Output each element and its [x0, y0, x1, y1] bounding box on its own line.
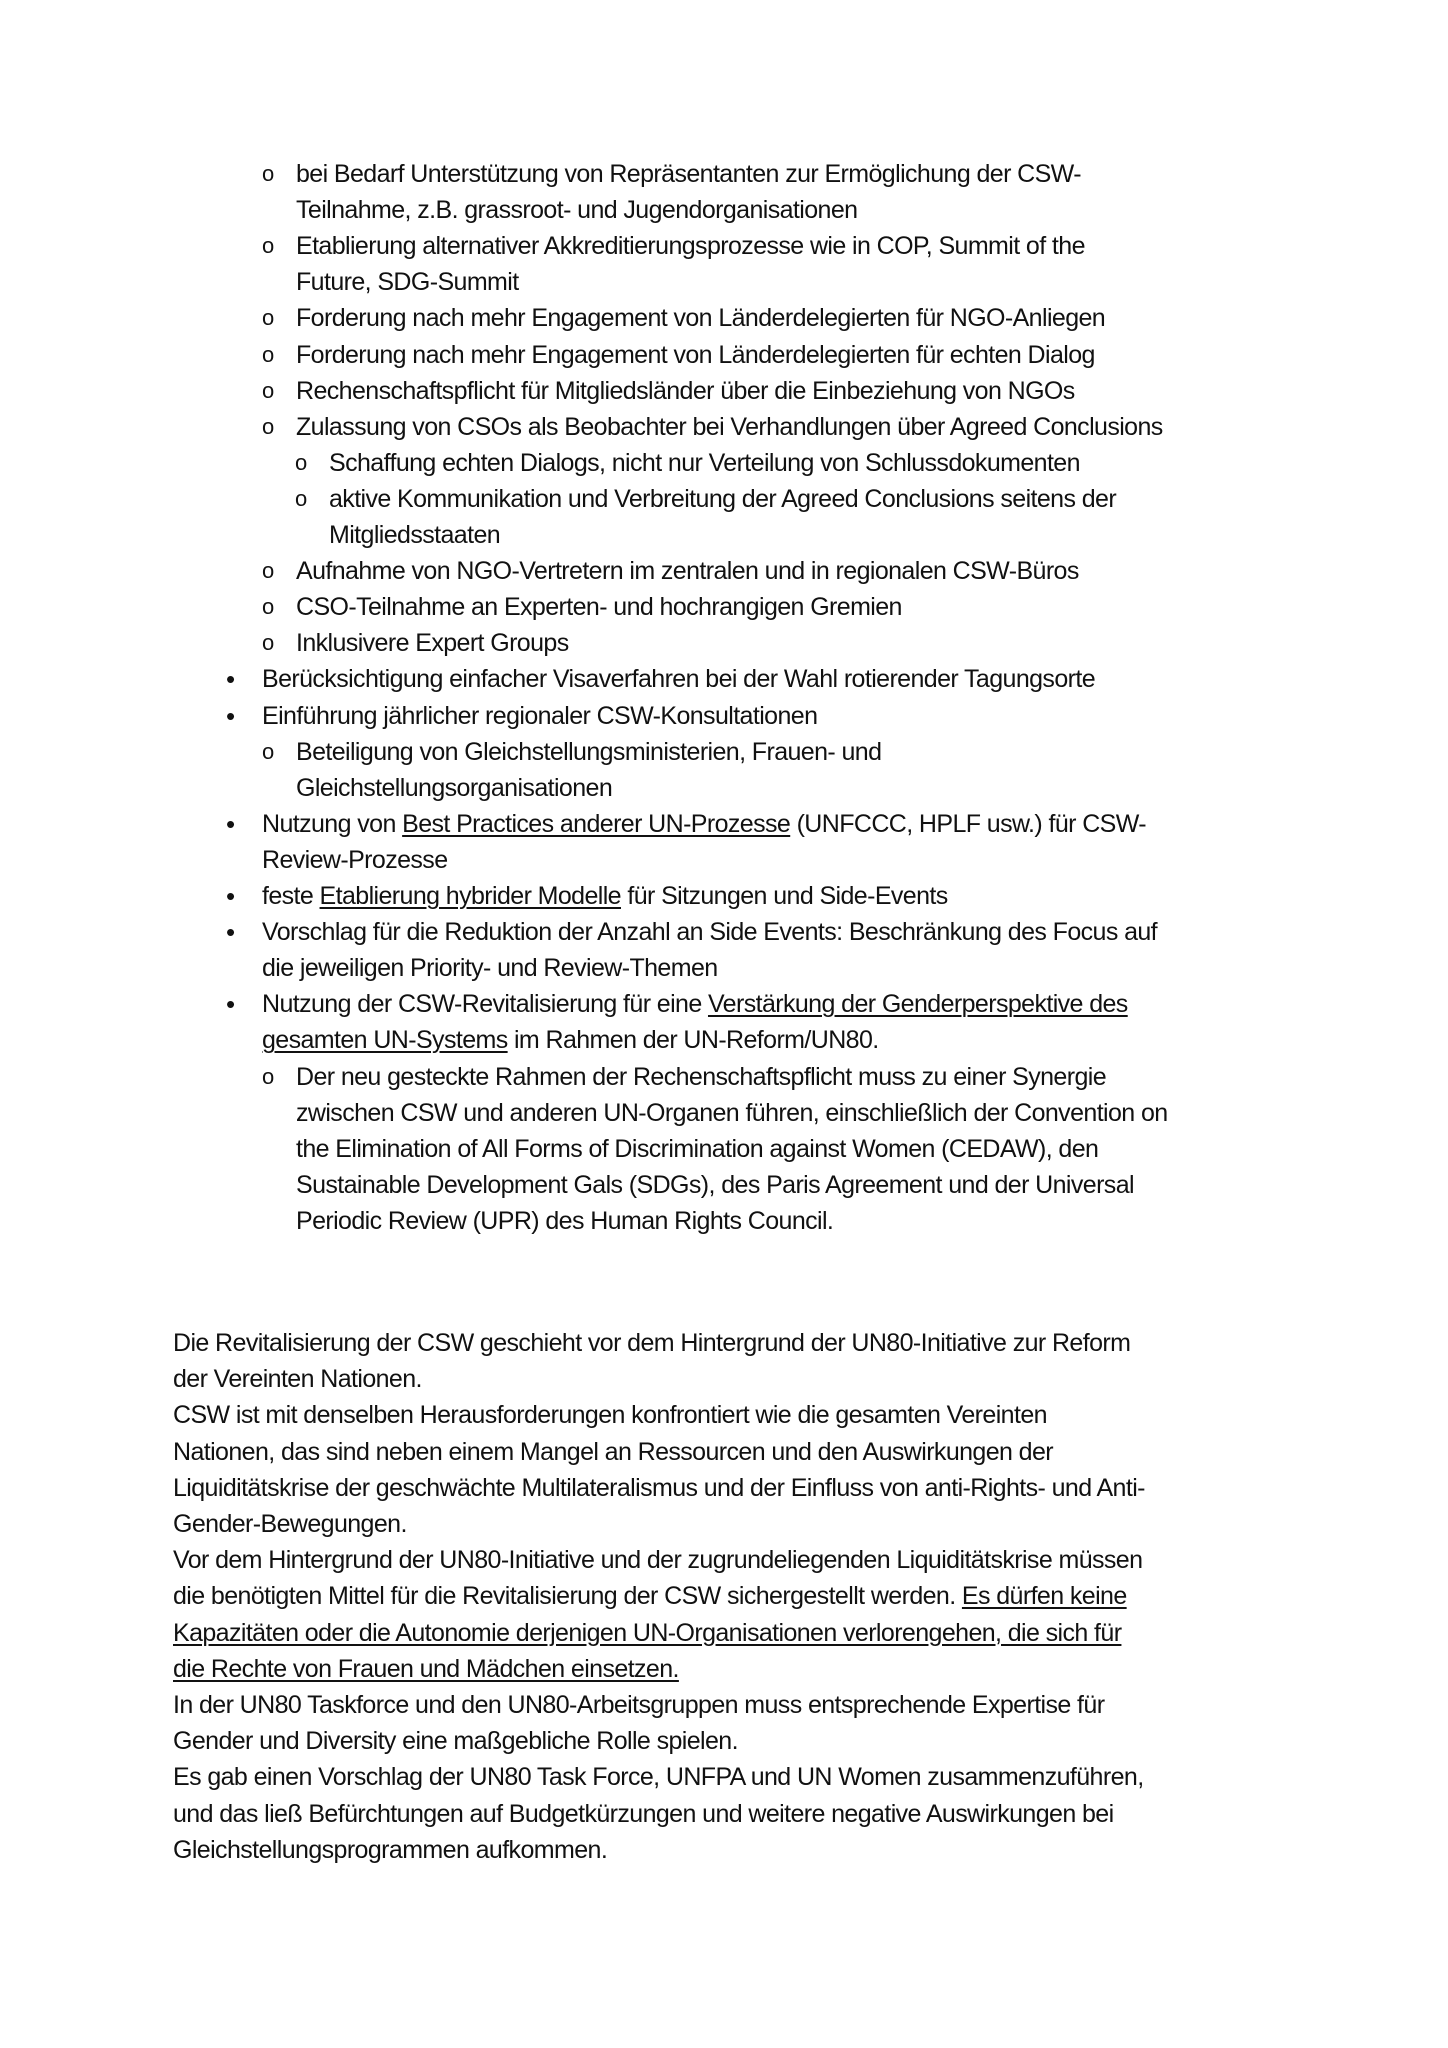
bullet-icon: •	[226, 700, 236, 731]
underlined-text: Verstärkung der Genderperspektive des	[707, 990, 1128, 1019]
text-segment: Nutzung von	[262, 809, 403, 838]
bullet-icon: •	[226, 808, 236, 839]
paragraph-line	[173, 1434, 1053, 1470]
bullet-icon: •	[226, 881, 236, 911]
list-item-line	[329, 517, 500, 553]
text-segment: Die Revitalisierung der CSW geschieht vor dem Hintergrund der UN80-Initiative zur Reform	[173, 1329, 1131, 1357]
paragraph-line	[173, 1361, 422, 1397]
text-segment: Mitgliedsstaaten	[329, 521, 501, 549]
sub-bullet-icon: o	[262, 738, 275, 764]
underlined-text: Kapazitäten oder die Autonomie derjenigen UN-Organisationen verlorengehen, die sich für	[173, 1618, 1122, 1647]
list-item-line	[296, 409, 1163, 445]
underlined-text: gesamten UN-Systems	[262, 1026, 508, 1055]
paragraph-line	[173, 1325, 1130, 1361]
text-segment: In der UN80 Taskforce und den UN80-Arbeitsgruppen muss entsprechende Expertise für	[173, 1691, 1105, 1719]
list-item-line	[262, 878, 948, 914]
text-segment: Schaffung echten Dialogs, nicht nur Verteilung von Schlussdokumenten	[329, 448, 1080, 477]
sub-bullet-icon: o	[262, 233, 275, 259]
sub-bullet-icon: o	[262, 341, 275, 367]
text-segment: bei Bedarf Unterstützung von Repräsentanten zur Ermöglichung der CSW-	[296, 160, 1081, 188]
list-item-line	[296, 337, 1095, 373]
text-segment: Teilnahme, z.B. grassroot- und Jugendorganisationen	[296, 196, 858, 225]
sub-bullet-icon: o	[295, 485, 308, 511]
text-segment: Review-Prozesse	[262, 845, 448, 874]
underlined-text: Es dürfen keine	[961, 1582, 1127, 1611]
text-segment: Inklusivere Expert Groups	[296, 629, 569, 658]
text-segment: Nutzung der CSW-Revitalisierung für eine	[262, 990, 708, 1019]
text-segment: zwischen CSW und anderen UN-Organen führen, einschließlich der Convention on	[296, 1098, 1168, 1127]
text-segment: der Vereinten Nationen.	[173, 1365, 422, 1394]
text-segment: the Elimination of All Forms of Discrimination against Women (CEDAW), den	[296, 1134, 1099, 1163]
list-item-line	[262, 914, 1157, 950]
text-segment: die benötigten Mittel für die Revitalisierung der CSW sichergestellt werden.	[173, 1582, 962, 1611]
text-segment: Es gab einen Vorschlag der UN80 Task Force, UNFPA und UN Women zusammenzuführen,	[173, 1763, 1144, 1792]
text-segment: Vor dem Hintergrund der UN80-Initiative und der zugrundeliegenden Liquiditätskrise müssen	[173, 1546, 1143, 1575]
bullet-icon: •	[226, 917, 236, 948]
text-segment: feste	[262, 882, 320, 910]
text-segment: Forderung nach mehr Engagement von Länderdelegierten für echten Dialog	[296, 340, 1095, 369]
text-segment: CSW ist mit denselben Herausforderungen konfrontiert wie die gesamten Vereinten	[173, 1401, 1047, 1430]
sub-bullet-icon: o	[262, 1063, 275, 1089]
list-item-line	[296, 373, 1075, 409]
text-segment: Gleichstellungsorganisationen	[296, 773, 613, 802]
list-item-line	[296, 625, 569, 661]
text-segment: Vorschlag für die Reduktion der Anzahl an Side Events: Beschränkung des Focus auf	[262, 918, 1158, 947]
list-item-line	[329, 445, 1080, 481]
paragraph-line	[173, 1796, 1114, 1832]
list-item-line	[296, 264, 519, 300]
text-segment: und das ließ Befürchtungen auf Budgetkürzungen und weitere negative Auswirkungen bei	[173, 1799, 1114, 1828]
text-segment: Periodic Review (UPR) des Human Rights Council.	[296, 1206, 834, 1235]
sub-bullet-icon: o	[262, 161, 275, 186]
paragraph-line	[173, 1723, 738, 1759]
text-segment: (UNFCCC, HPLF usw.) für CSW-	[790, 809, 1146, 838]
sub-bullet-icon: o	[295, 449, 308, 475]
list-item-line	[329, 481, 1116, 517]
list-item-line	[296, 553, 1079, 589]
paragraph-line	[173, 1759, 1144, 1795]
list-item-line	[262, 950, 718, 986]
sub-bullet-icon: o	[262, 594, 275, 620]
list-item-line	[296, 1167, 1134, 1203]
list-item-line	[296, 300, 1105, 336]
text-segment: Etablierung alternativer Akkreditierungsprozesse wie in COP, Summit of the	[296, 232, 1085, 261]
paragraph-line	[173, 1397, 1047, 1433]
bullet-icon: •	[226, 664, 236, 695]
list-item-line	[296, 734, 881, 770]
text-segment: Forderung nach mehr Engagement von Länderdelegierten für NGO-Anliegen	[296, 304, 1106, 333]
text-segment: CSO-Teilnahme an Experten- und hochrangigen Gremien	[296, 593, 902, 622]
paragraph-line	[173, 1470, 1145, 1506]
text-segment: Zulassung von CSOs als Beobachter bei Verhandlungen über Agreed Conclusions	[296, 412, 1163, 441]
text-segment: Nationen, das sind neben einem Mangel an Ressourcen und den Auswirkungen der	[173, 1437, 1054, 1466]
list-item-line	[296, 1059, 1106, 1095]
list-item-line	[296, 1095, 1168, 1131]
text-segment: Liquiditätskrise der geschwächte Multilateralismus und der Einfluss von anti-Rights- und Anti-	[173, 1473, 1145, 1502]
list-item-line	[262, 842, 448, 878]
text-segment: Future, SDG-Summit	[296, 268, 519, 297]
text-segment: die jeweiligen Priority- und Review-Themen	[262, 954, 718, 983]
text-segment: Sustainable Development Gals (SDGs), des Paris Agreement und der Universal	[296, 1170, 1134, 1199]
list-item-line	[262, 1022, 879, 1058]
paragraph-line	[173, 1687, 1104, 1723]
text-segment: Beteiligung von Gleichstellungsministerien, Frauen- und	[296, 737, 882, 766]
underlined-text: Etablierung hybrider Modelle	[319, 882, 621, 910]
paragraph-line	[173, 1615, 1121, 1651]
paragraph-line	[173, 1832, 607, 1868]
text-segment: aktive Kommunikation und Verbreitung der Agreed Conclusions seitens der	[329, 484, 1117, 513]
text-segment: Rechenschaftspflicht für Mitgliedsländer über die Einbeziehung von NGOs	[296, 376, 1075, 405]
text-segment: Aufnahme von NGO-Vertretern im zentralen und in regionalen CSW-Büros	[296, 557, 1079, 586]
sub-bullet-icon: o	[262, 630, 275, 656]
list-item-line	[262, 698, 817, 734]
text-segment: im Rahmen der UN-Reform/UN80.	[507, 1026, 879, 1055]
list-item-line	[296, 192, 857, 228]
sub-bullet-icon: o	[262, 305, 275, 331]
paragraph-line	[173, 1651, 679, 1687]
text-segment: Gender-Bewegungen.	[173, 1510, 407, 1538]
sub-bullet-icon: o	[262, 377, 275, 403]
list-item-line	[296, 228, 1085, 264]
paragraph-line	[173, 1542, 1142, 1578]
sub-bullet-icon: o	[262, 558, 275, 584]
list-item-line	[262, 986, 1128, 1022]
paragraph-line	[173, 1578, 1127, 1614]
text-segment: für Sitzungen und Side-Events	[621, 882, 948, 910]
underlined-text: Best Practices anderer UN-Prozesse	[402, 809, 791, 838]
paragraph-line	[173, 1506, 407, 1542]
list-item-line	[262, 661, 1095, 697]
sub-bullet-icon: o	[262, 413, 275, 439]
list-item-line	[296, 770, 612, 806]
list-item-line	[296, 1203, 833, 1239]
list-item-line	[296, 589, 902, 625]
list-item-line	[296, 1131, 1098, 1167]
text-segment: Einführung jährlicher regionaler CSW-Konsultationen	[262, 701, 818, 730]
text-segment: Gleichstellungsprogrammen aufkommen.	[173, 1835, 608, 1864]
bullet-icon: •	[226, 989, 236, 1020]
text-segment: Der neu gesteckte Rahmen der Rechenschaftspflicht muss zu einer Synergie	[296, 1062, 1107, 1091]
list-item-line	[296, 156, 1081, 192]
list-item-line	[262, 806, 1146, 842]
text-segment: Gender und Diversity eine maßgebliche Rolle spielen.	[173, 1727, 738, 1756]
text-segment: Berücksichtigung einfacher Visaverfahren bei der Wahl rotierender Tagungsorte	[262, 665, 1096, 694]
underlined-text: die Rechte von Frauen und Mädchen einsetzen.	[173, 1654, 679, 1683]
